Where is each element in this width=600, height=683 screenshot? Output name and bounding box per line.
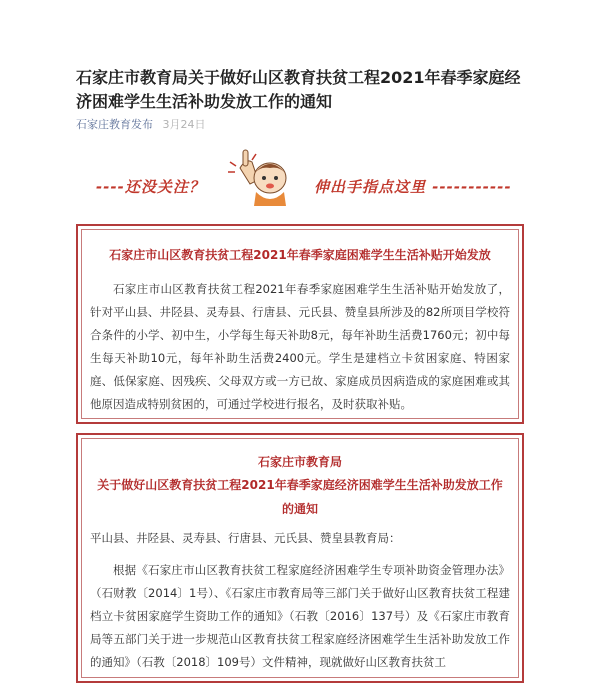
notice-box [76,224,524,424]
document-recipients: 平山县、井陉县、灵寿县、行唐县、元氏县、赞皇县教育局： [90,531,401,545]
document-issuer: 石家庄市教育局 [257,455,342,469]
follow-banner[interactable] [76,148,524,208]
publish-date: 3月24日 [162,118,206,131]
notice-heading: 石家庄市山区教育扶贫工程2021年春季家庭困难学生生活补贴开始发放 [109,248,491,262]
document-title: 关于做好山区教育扶贫工程2021年春季家庭经济困难学生生活补助发放工作的通知 [97,478,503,516]
document-box [76,433,524,683]
article-meta [76,116,206,132]
banner-text-left: ----还没关注？ [96,178,205,196]
author-link[interactable]: 石家庄教育发布 [76,118,153,131]
banner-text-right: 伸出手指点这里 ----------- [314,178,512,196]
notice-body: 石家庄市山区教育扶贫工程2021年春季家庭困难学生生活补贴开始发放了，针对平山县、井陉县、灵寿县、行唐县、元氏县、赞皇县所涉及的82所项目学校符合条件的小学、初中生，小学每生每天补助8元，每年补助生活费1760元；初中每生每天补助10元，每年补助生活费2400元。学生是建档立卡贫困家庭、特困家庭、低保家庭、因残疾、父母双方或一方已故、家庭成员因病造成的家庭困难或其他原因造成特别贫困的，可通过学校进行报名，及时获取补贴。 [90,282,510,411]
document-body: 根据《石家庄市山区教育扶贫工程家庭经济困难学生专项补助资金管理办法》（石财教〔2014〕1号）、《石家庄市教育局等三部门关于做好山区教育扶贫工程建档立卡贫困家庭学生资助工作的通知》（石教〔2016〕137号）及《石家庄市教育局等五部门关于进一步规范山区教育扶贫工程家庭经济困难学生生活补助发放工作的通知》（石教〔2018〕109号）文件精神，现就做好山区教育扶贫工 [90,563,510,669]
article-title: 石家庄市教育局关于做好山区教育扶贫工程2021年春季家庭经济困难学生生活补助发放工作的通知 [76,68,521,111]
